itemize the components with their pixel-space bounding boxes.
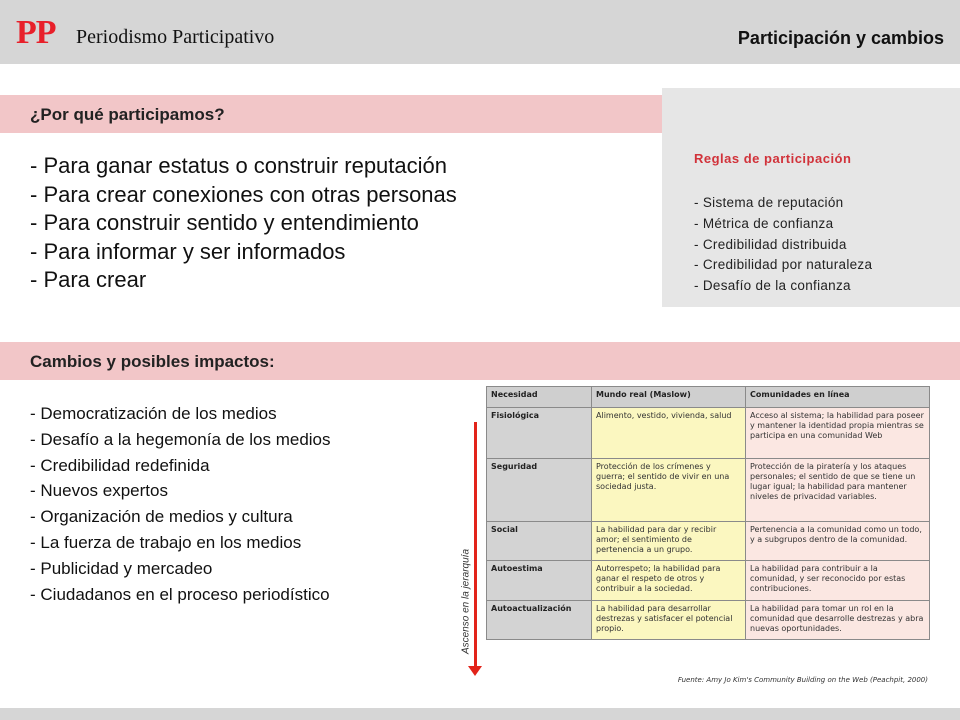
maslow-table-figure — [456, 386, 934, 692]
why-heading-band — [0, 95, 662, 133]
maslow-table — [486, 386, 930, 640]
list-item: - Publicidad y mercadeo — [30, 558, 213, 578]
list-item: - Ciudadanos en el proceso periodístico — [30, 584, 330, 604]
list-item: - Desafío de la confianza — [694, 278, 851, 294]
need-cell: Fisiológica — [487, 408, 592, 459]
real-world-cell: La habilidad para desarrollar destrezas y satisfacer el potencial propio. — [592, 601, 746, 640]
table-row — [487, 522, 930, 561]
why-list — [30, 152, 457, 295]
need-cell: Seguridad — [487, 459, 592, 522]
need-cell: Autoactualización — [487, 601, 592, 640]
list-item: - Democratización de los medios — [30, 404, 277, 423]
list-item: - Desafío a la hegemonía de los medios — [30, 429, 331, 449]
real-world-cell: Autorrespeto; la habilidad para ganar el respeto de otros y contribuir a la sociedad. — [592, 561, 746, 601]
list-item: - Credibilidad por naturaleza — [694, 257, 873, 273]
list-item: - Credibilidad redefinida — [30, 455, 210, 475]
why-heading: ¿Por qué participamos? — [30, 105, 225, 124]
table-row — [487, 561, 930, 601]
list-item: - Organización de medios y cultura — [30, 507, 293, 527]
header-bar — [0, 0, 960, 64]
pp-logo: PP — [16, 14, 56, 51]
list-item: - Para crear conexiones con otras personas — [30, 181, 457, 207]
table-row — [487, 408, 930, 459]
online-cell: Pertenencia a la comunidad como un todo, y a subgrupos dentro de la comunidad. — [746, 522, 930, 561]
online-cell: La habilidad para tomar un rol en la comunidad que desarrolle destrezas y abra nuevas oportunidades. — [746, 601, 930, 640]
table-header: Necesidad — [487, 387, 592, 408]
online-cell: Protección de la piratería y los ataques personales; el sentido de que se tiene un lugar igual; la habilidad para mantener niveles de privacidad variables. — [746, 459, 930, 522]
real-world-cell: Alimento, vestido, vivienda, salud — [592, 408, 746, 459]
table-header: Comunidades en línea — [746, 387, 930, 408]
footer-bar — [0, 708, 960, 720]
rules-title: Reglas de participación — [694, 151, 852, 166]
table-source-caption: Fuente: Amy Jo Kim's Community Building on the Web (Peachpit, 2000) — [677, 676, 928, 684]
list-item: - La fuerza de trabajo en los medios — [30, 532, 302, 552]
table-row — [487, 601, 930, 640]
changes-heading-band — [0, 342, 960, 380]
rules-list — [694, 193, 872, 297]
changes-list — [30, 401, 331, 607]
need-cell: Autoestima — [487, 561, 592, 601]
need-cell: Social — [487, 522, 592, 561]
list-item: - Para crear — [30, 267, 147, 292]
list-item: - Para construir sentido y entendimiento — [30, 210, 419, 235]
table-row — [487, 459, 930, 522]
table-header: Mundo real (Maslow) — [592, 387, 746, 408]
site-subtitle: Periodismo Participativo — [76, 26, 275, 48]
rules-panel — [662, 88, 960, 307]
real-world-cell: Protección de los crímenes y guerra; el sentido de vivir en una sociedad justa. — [592, 459, 746, 522]
arrow-down-icon — [468, 666, 482, 676]
online-cell: La habilidad para contribuir a la comunidad, y ser reconocido por estas contribuciones. — [746, 561, 930, 601]
list-item: - Para informar y ser informados — [30, 238, 346, 264]
hierarchy-arrow — [474, 422, 477, 670]
changes-heading: Cambios y posibles impactos: — [30, 352, 275, 371]
real-world-cell: La habilidad para dar y recibir amor; el sentimiento de pertenencia a un grupo. — [592, 522, 746, 561]
hierarchy-axis-label: Ascenso en la jerarquía — [460, 548, 472, 655]
list-item: - Métrica de confianza — [694, 215, 834, 231]
list-item: - Nuevos expertos — [30, 481, 168, 501]
section-title: Participación y cambios — [737, 28, 944, 48]
list-item: - Para ganar estatus o construir reputación — [30, 153, 448, 178]
list-item: - Credibilidad distribuida — [694, 236, 847, 252]
online-cell: Acceso al sistema; la habilidad para poseer y mantener la identidad propia mientras se participa en una comunidad Web — [746, 408, 930, 459]
list-item: - Sistema de reputación — [694, 195, 844, 210]
